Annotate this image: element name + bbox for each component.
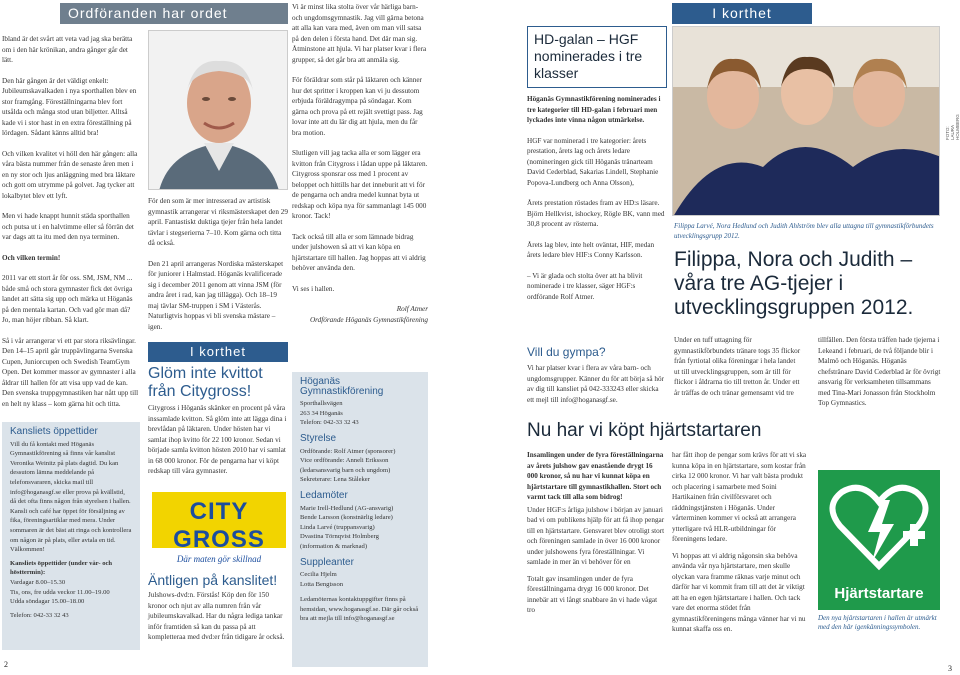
page-number: 2 (4, 660, 8, 669)
paragraph: Men vi hade knappt hunnit städa sporthallen och putsa ut i en halvtimme eller så förrän det var dags att ta itu med den nya terminen. (2, 212, 134, 241)
hours-line: Vardagar 8.00–15.30 (10, 578, 66, 586)
paragraph: – Vi är glada och stolta över att ha blivit nominerade i tre klasser, säger HGF:s ordförande Rolf Atmer. (527, 271, 643, 301)
paragraph: För den som är mer intresserad av artistisk gymnastik arrangerar vi riksmästerskapet den 29 april. Fantastiskt duktiga tjejer från hela landet tävlar i stegserierna 7–10. Kom gärna och titta då också. (148, 197, 288, 247)
kansli-title: Kansliets öppettider (10, 426, 98, 437)
heart-icon (818, 470, 940, 580)
signature-title: Ordförande Höganäs Gymnastikförening (309, 315, 428, 324)
citygross-logo (152, 492, 286, 564)
gympa-text: Vi har platser kvar i flera av våra barn- och ungdomsgrupper. Känner du för att börja så hör av dig till kansliet på 042-333243 eller skicka ett mejl till info@hoganasgf.se. (527, 364, 664, 404)
association-box (292, 372, 428, 667)
paragraph: Under HGF:s årliga julshow i början av januari bad vi om publikens hjälp för att få ihop pengar till en hjärtstartare. Gensvaret blev otroligt stort och föreningen samlade in över 16 000 kronor under julshowens fyra föreställningar. Vi samlade in mer än vi behöver för en (527, 505, 665, 566)
aed-sign (818, 470, 940, 610)
suppleanter-heading: Suppleanter (300, 556, 354, 568)
assoc-line: Sporthallsvägen (300, 400, 343, 408)
assoc-title: Höganäs Gymnastikförening (300, 376, 384, 397)
paragraph: Årets prestation röstades fram av HD:s läsare. Björn Hellkvist, ishockey, Rögle BK, vann med 30,8 procent av rösterna. (527, 199, 665, 228)
hours-line: Tis, ons, fre udda veckor 11.00–19.00 (10, 588, 110, 596)
paragraph: Höganäs Gymnastikförening nominerades i tre kategorier till HD-galan i februari men lyckades inte vinna någon utmärkelse. (527, 95, 661, 124)
paragraph: Vi är minst lika stolta över vår härliga barn- och ungdomsgymnastik. Jag vill gärna betona att alla kan vara med, även om man vill satsa på den delen i första hand. Det där man sig. Åtminstone att hjula. Vi har platser kvar i flera grupper, så det går bra att anmäla sig. (292, 3, 427, 64)
citygross-slogan: Där maten gör skillnad (176, 554, 262, 564)
paragraph: 2011 var ett stort år för oss. SM, JSM, NM ... både små och stora gymnaster fick det övriga landet att sätta sig upp och märka ut Höganäs på den mentala kartan. Och vad gör man då? Jo, man höjer ribban. Så klart. (2, 274, 133, 324)
paragraph: Totalt gav insamlingen under de fyra föreställningarna drygt 16 000 kronor. Det innebär att vi långt snabbare än vi hade vågat tro (527, 574, 658, 614)
paragraph: Och vilken kvalitet vi höll den här gången: alla våra bästa nummer från de senaste åren men i en ny stor och ljus anläggning med bra läktare och gott om utrymme på golvet. Jag tycker att lokalbytet blev ett lyft. (2, 149, 138, 200)
intro-text: Ibland är det svårt att veta vad jag ska berätta om i den här krönikan, andra gånger går det lätt. (2, 35, 133, 64)
assoc-footer: Ledamöternas kontaktuppgifter finns på hemsidan, www.hoganasgf.se. Där går också bra att mejla till info@hoganasgf.se (300, 596, 419, 623)
assoc-line: 263 34 Höganäs (300, 409, 343, 417)
paragraph: Slutligen vill jag tacka alla er som lägger era kvitton från Citygross i lådan uppe på läktaren. Citygross sponsrar oss med 1 procent av beloppet och hittills har det inneburit att vi för de pengarna och andra medel kunnat byta ut redskap och köpa nya för sammanlagt 145 000 kronor. Tack! (292, 149, 428, 220)
hjs-title: Nu har vi köpt hjärtstartaren (527, 420, 762, 441)
paragraph: Tack också till alla er som lämnade bidrag under julshowen så att vi kan köpa en hjärtstartare till hallen. Jag hoppas att vi aldrig behöver använda den. (292, 232, 426, 272)
paragraph: har fått ihop de pengar som krävs för att vi ska kunna köpa in en hjärtstartare, som kostar från cirka 12 000 kronor. Vi har valt bästa produkt och placering i samarbete med Soini Hartikainen från civilförsvaret och räddningstjänsten i Höganäs. Under vårterminen kommer vi också att arrangera ytterligare två HLR-utbildningar för föreningens ledare. (672, 451, 807, 543)
left-column (2, 34, 140, 419)
assoc-line: Dvastina Törnqvist Holmberg (300, 533, 379, 541)
citygross-wordmark: CITY GROSS (173, 498, 265, 553)
styrelse-heading: Styrelse (300, 432, 337, 444)
signature: Rolf Atmer (396, 305, 428, 313)
assoc-line: Telefon: 042-33 32 43 (300, 419, 359, 427)
kansli-box (2, 422, 140, 650)
aed-caption: Den nya hjärtstartaren i hallen är utmärkt med den här igenkänningssymbolen. (818, 614, 937, 631)
ag-col1: Under en tuff uttagning för gymnastikförbundets tränare togs 35 flickor från fyrtiotal olika föreningar i hela landet ut till utvecklingsgruppen, som är till för flickor i åldrarna tio till tretton år. Under ett år träffas de och tränar gemensamt vid tre (674, 336, 801, 397)
assoc-line: Vice ordförande: Anneli Eriksson (300, 457, 389, 465)
hd-box (527, 26, 667, 88)
hjs-col1 (527, 450, 665, 626)
hd-column (527, 94, 667, 312)
ledamoter-heading: Ledamöter (300, 489, 348, 501)
paragraph: Och vilken termin! (2, 253, 61, 262)
photo-caption: Filippa Larvé, Nora Hedlund och Judith Ahlström blev alla uttagna till gymnastikförbundets utvecklingsgrupp 2012. (674, 222, 934, 240)
assoc-line: Ordförande: Rolf Atmer (sponsorer) (300, 447, 396, 455)
paragraph: Den här gången är det väldigt enkelt: Jubileumskavalkaden i nya sporthallen blev en stor framgång. Föreställningarna blev fort utsålda och många stod utan biljetter. Alltså kade vi i stor hast in en extra föreställning på lördagen. Sådant känns alltid bra! (2, 76, 137, 137)
hjs-col2 (672, 450, 810, 645)
col3-text (292, 2, 428, 325)
aed-label: Hjärtstartare (834, 585, 924, 602)
hd-title: HD-galan – HGF nominerades i tre klasser (534, 31, 643, 81)
paragraph: Den 21 april arrangeras Nordiska mästerskapet för juniorer i Halmstad. Höganäs kvalificerade sig i december 2011 genom att vinna JSM (för andra året i rad, kan jag tillägga). Och 18–19 maj tävlar SM-truppen i SM i Västerås. Naturligtvis hoppas vi bli svenska mästare – igen. (148, 259, 284, 331)
left-header: Ordföranden har ordet (60, 3, 288, 24)
kvitto-text: Citygross i Höganäs skänker en procent på våra inssamlade kvitton. Så glöm inte att lägga dina i brevlådan på läktaren. Under hösten har vi samlat ihop kvitto för 22 100 kronor. Sedan vi började samla kvitton hösten 2010 har vi samlat in 68 000 kronor. För de pengarna har vi köpt redskap till våra gymnaster. (148, 404, 287, 475)
assoc-line: Sekreterare: Lena Ståleker (300, 476, 370, 484)
korthet-bar-mid: I korthet (148, 342, 288, 362)
kansliet-title: Äntligen på kanslitet! (148, 572, 278, 588)
assoc-line: Cecilia Hjelm (300, 571, 337, 579)
paragraph: HGF var nominerad i tre kategorier: årets prestation, årets lag och årets ledare (nomineringen gick till Höganäs tränarteam David Cederblad, Sakarias Lindell, Stephanie Popova-Lundberg och Anna Olsson), (527, 136, 659, 187)
portrait-image (149, 31, 288, 190)
korthet-bar-right: I korthet (672, 3, 812, 24)
paragraph: Vi ses i hallen. (292, 284, 335, 293)
hours-line: Udda söndagar 15.00–18.00 (10, 598, 85, 606)
ag-headline: Filippa, Nora och Judith – våra tre AG-tjejer i utvecklingsgruppen 2012. (674, 248, 914, 319)
hours-title: Kansliets öppettider (under vår- och hösttermin): (10, 559, 113, 577)
kvitto-title: Glöm inte kvittot från Citygross! (148, 365, 263, 400)
assoc-line: Linda Larvé (truppansvarig) (300, 523, 375, 531)
kansli-text: Vill du få kontakt med Höganäs Gymnastikförening så finns vår kanslist Veronika Weinitz på plats dagtid. Du kan dessutom lämna meddelande på telefonsvararen, skicka mail till info@hoganasgf.se eller prova på kvällstid, då det ofta finns någon från styrelsen i hallen. Kansli och café har öppet för försäljning av fika, föreningsartiklar med mera. Under sommaren är det bäst att ringa och kontrollera om någon är på plats, eller avtala en tid. Välkommen! (10, 440, 132, 554)
page-number: 3 (948, 664, 952, 673)
chairman-photo (148, 30, 288, 190)
photo-credit: FOTO: LAURA HOLMBERG (945, 114, 960, 140)
girls-photo (672, 26, 940, 216)
paragraph: Årets lag blev, inte helt oväntat, HIF, medan årets ledare blev HIF:s Conny Karlsson. (527, 240, 655, 259)
kansli-tel: Telefon: 042-33 32 43 (10, 611, 69, 619)
assoc-line: Lotta Bengtsson (300, 580, 344, 588)
assoc-line: Bende Larsson (konstnärlig ledare) (300, 514, 393, 522)
hjs-intro: Insamlingen under de fyra föreställningarna av årets julshow gav enastående drygt 16 000 kronor, så nu har vi kunnat köpa en hjärtstartare till gymnastikhallen. Stort och varmt tack till alla som bidrog! (527, 451, 664, 501)
assoc-line: (information & marknad) (300, 542, 368, 550)
assoc-line: (ledarsansvarig barn och ungdom) (300, 466, 391, 474)
gympa-title: Vill du gympa? (527, 345, 606, 359)
paragraph: Vi hoppas att vi aldrig någonsin ska behöva använda vår nya hjärtstartare, men skulle olyckan vara framme räknas varje minut och därför har vi kommit fram till att det är viktigt att ha en egen hjärtstartare i hallen. Och tack vare det enorma stödet från gymnastikföreningens många vänner har vi nu kunnat skaffa oss en. (672, 551, 806, 633)
assoc-line: Marie Irell-Hedlund (AG-ansvarig) (300, 504, 394, 512)
mid-column (148, 196, 288, 342)
ag-col2: tillfällen. Den första träffen hade tjejerna i Lekeand i februari, de två följande blir i Malmö och Höganäs. Höganäs chefstränare David Cederblad är för övrigt ansvarig för verksamheten tillsammans med Tina-Mari Jonasson från Stockholm Top Gymnastics. (818, 336, 941, 407)
kansliet-text: Julshows-dvd:n. Förstås! Köp den för 150 kronor och njut av alla numren från vår jubileumskavalkad. Har du några lediga tankar inför framtiden så kan du passa på att kompletteraa med dvd:er från tidigare år också. (148, 591, 285, 641)
gymnasts-image (673, 27, 940, 216)
paragraph: För föräldrar som står på läktaren och känner hur det spritter i kroppen kan vi ju dessutom erbjuda föräldragympa på söndagar. Kom gärna och prova på ett rejält svettigt pass. Jag lovar inte att du lär dig att hjula, men du får bra motion. (292, 76, 423, 137)
gympa-box (527, 345, 667, 405)
paragraph: Så i vår arrangerar vi ett par stora riksävlingar. Den 14–15 april går truppävlingarna Svenska Cupen, Juniorcupen och Swedish TeamGym Open. Det kommer massor av gymnaster i alla åldrar till hallen för att visa upp vad de kan. Den svenska truppgymnastiken har nått upp till en helt ny klass – kom gärna hit och titta. (2, 336, 139, 408)
